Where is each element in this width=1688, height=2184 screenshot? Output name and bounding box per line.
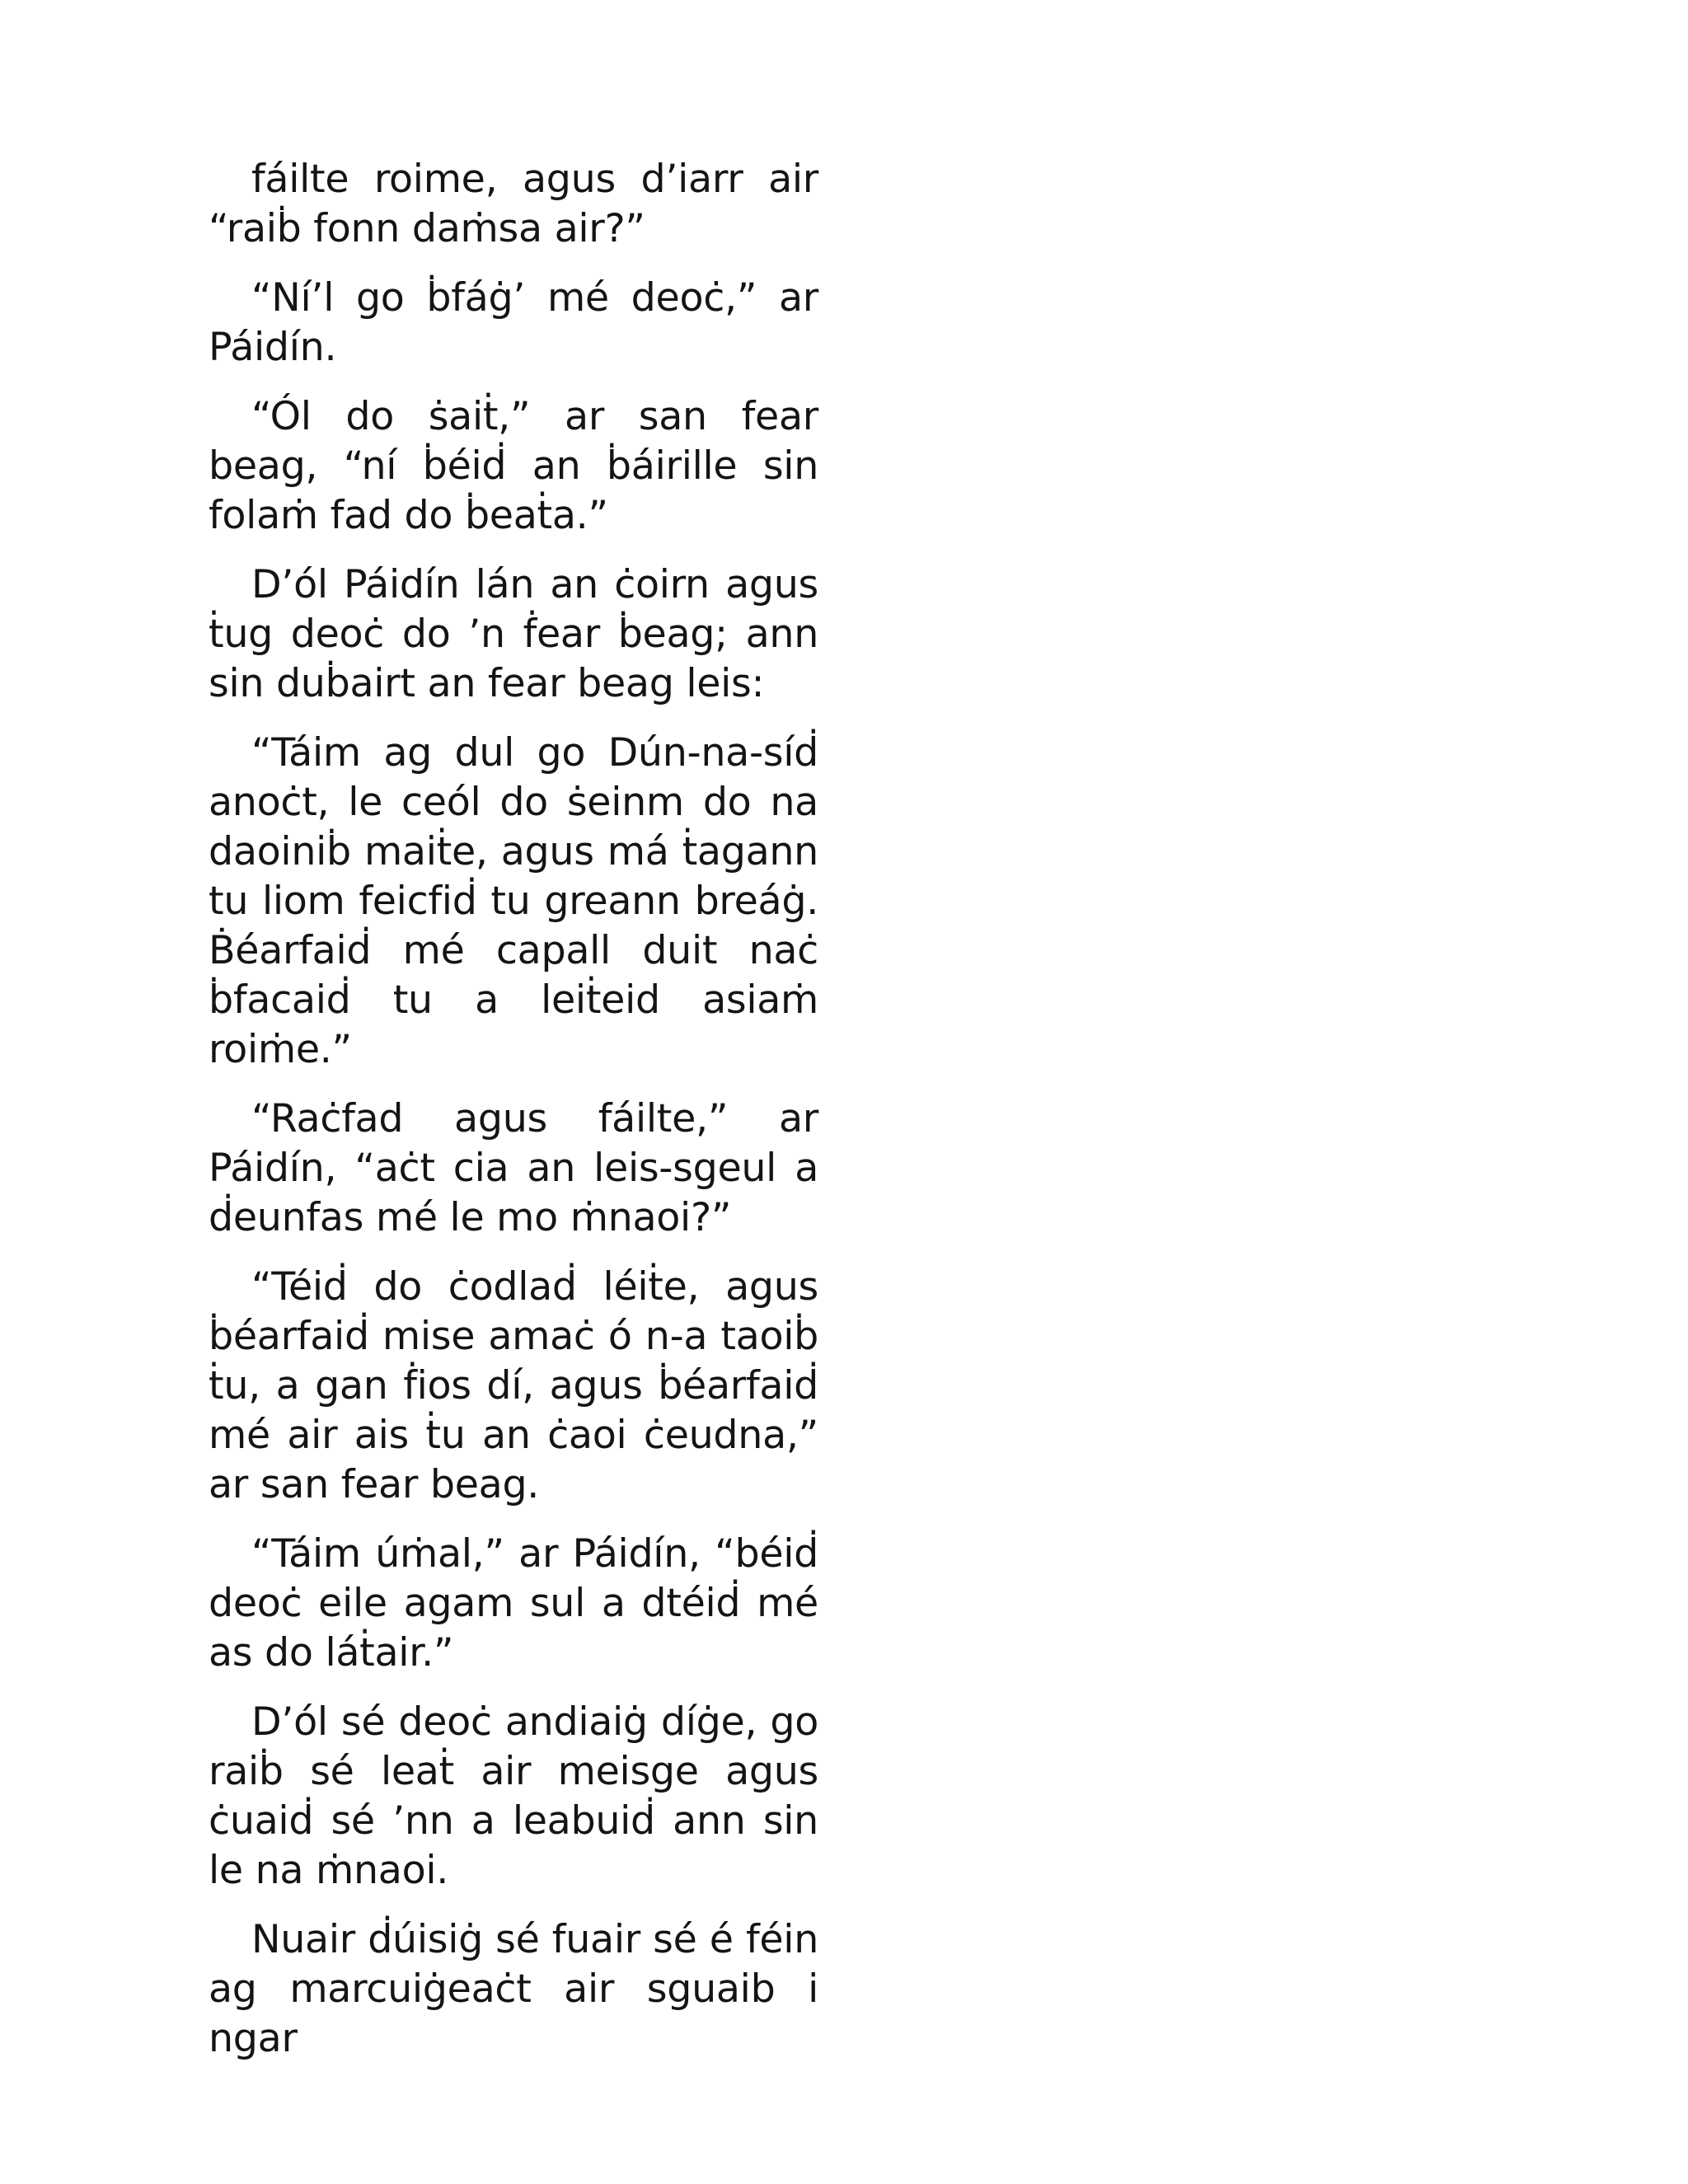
paragraph-1: fáilte roime, agus d’iarr air “raiḃ fonn daṁsa air?” xyxy=(209,157,818,251)
paragraph-5: “Táim ag dul go Dún-na-síḋ anoċt, le ceól do ṡeinm do na daoiniḃ maiṫe, agus má ṫagann tu liom feicfiḋ tu greann breáġ. Ḃéarfaiḋ mé capall duit naċ ḃfacaiḋ tu a leiṫeid asiaṁ roiṁe.” xyxy=(209,730,818,1072)
paragraph-6: “Raċfad agus fáilte,” ar Páidín, “aċt cia an leis-sgeul a ḋeunfas mé le mo ṁnaoi?” xyxy=(209,1096,818,1240)
paragraph-4: D’ól Páidín lán an ċoirn agus ṫug deoċ do ’n ḟear ḃeag; ann sin duḃairt an fear beag leis: xyxy=(209,562,818,706)
text-viewport xyxy=(209,157,818,2061)
paragraph-10: Nuair ḋúisiġ sé fuair sé é féin ag marcuiġeaċt air sguaib i ngar xyxy=(209,1917,818,2061)
paragraph-2: “Ní’l go ḃfáġ’ mé deoċ,” ar Páidín. xyxy=(209,275,818,370)
text-column xyxy=(209,157,818,2083)
paragraph-3: “Ól do ṡaiṫ,” ar san fear beag, “ní ḃéiḋ an ḃáirille sin folaṁ fad do ḃeaṫa.” xyxy=(209,394,818,538)
paragraph-8: “Táim úṁal,” ar Páidín, “béiḋ deoċ eile agam sul a dtéiḋ mé as do láṫair.” xyxy=(209,1531,818,1675)
paragraph-9: D’ól sé deoċ andiaiġ díġe, go raiḃ sé leaṫ air meisge agus ċuaiḋ sé ’nn a leabuiḋ ann sin le na ṁnaoi. xyxy=(209,1699,818,1893)
paragraph-7: “Téiḋ do ċodlaḋ léiṫe, agus ḃéarfaiḋ mise amaċ ó n-a taoiḃ ṫu, a gan ḟios dí, agus ḃéarfaiḋ mé air ais ṫu an ċaoi ċeudna,” ar san fear beag. xyxy=(209,1264,818,1507)
